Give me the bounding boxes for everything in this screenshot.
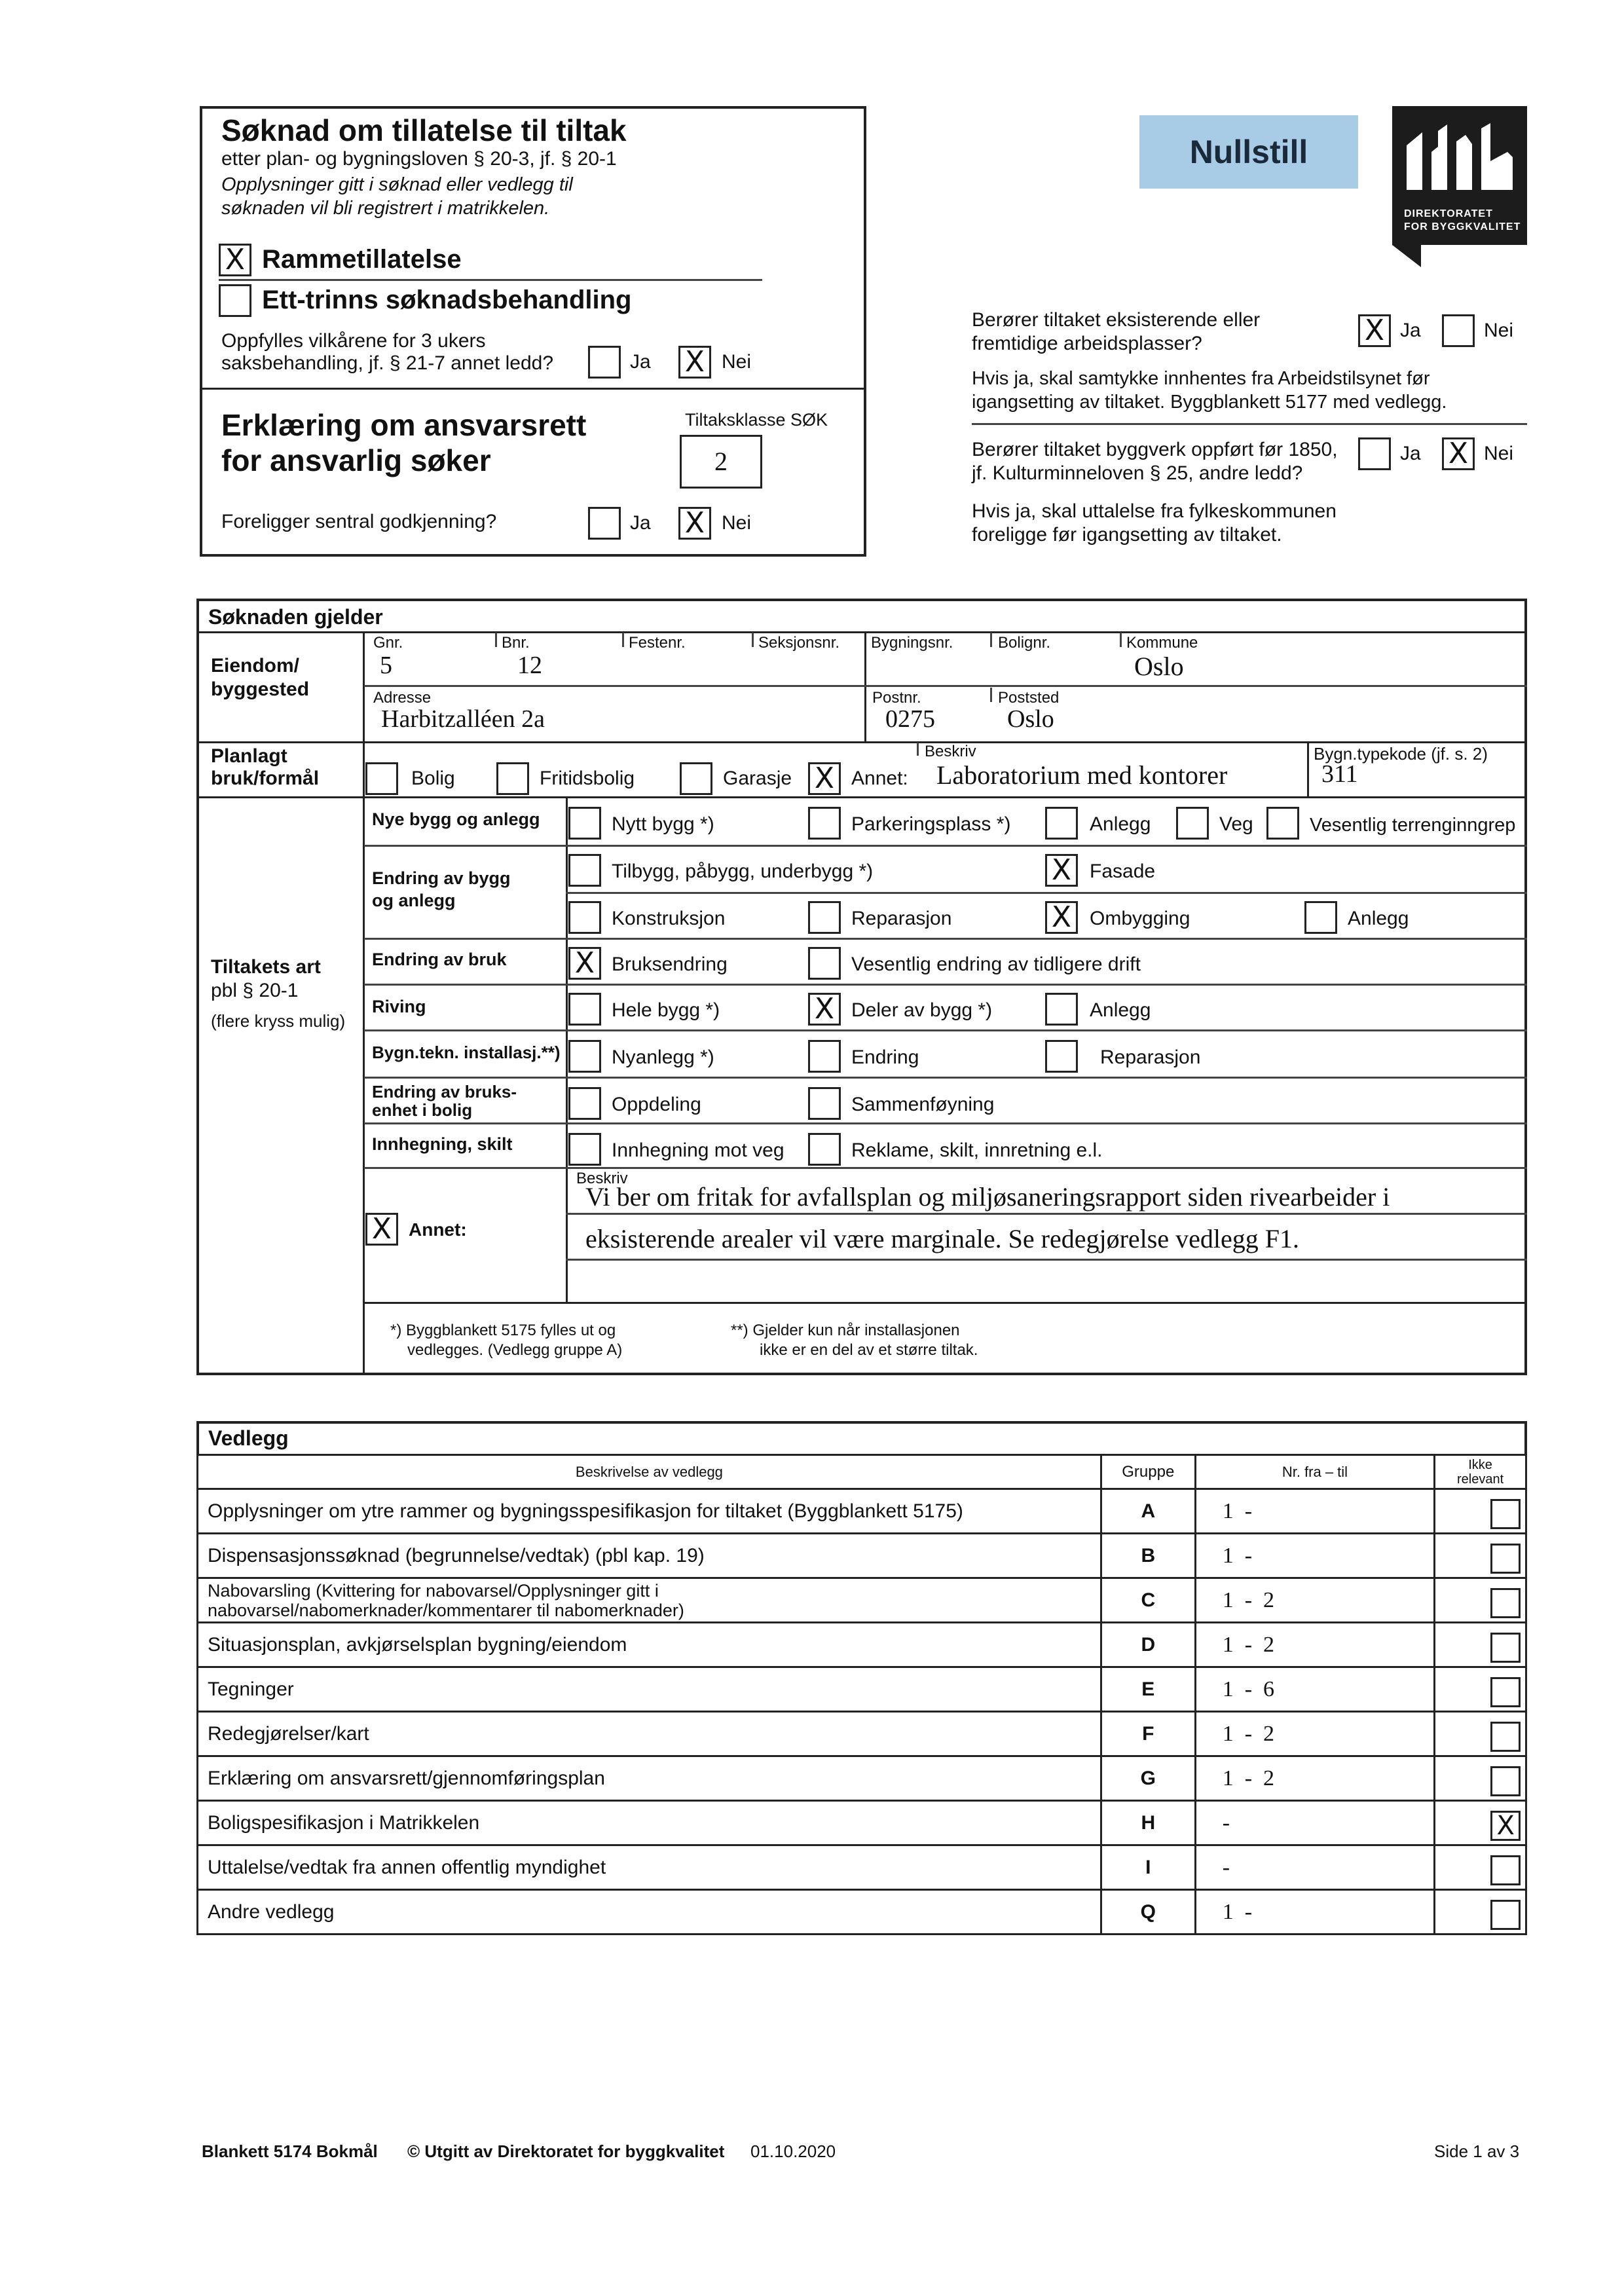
vedlegg-nr-range[interactable]: 1 - 2 <box>1195 1756 1434 1801</box>
ikke-relevant-checkbox[interactable] <box>1490 1588 1521 1618</box>
vedlegg-group: D <box>1101 1623 1195 1667</box>
divider <box>622 633 624 647</box>
sentral-nei-label: Nei <box>722 512 752 534</box>
bygningstype-label: Bygn.typekode (jf. s. 2) <box>1314 744 1488 764</box>
vedlegg-ikke-relevant-cell <box>1435 1756 1526 1801</box>
workplaces-info-1: Hvis ja, skal samtykke innhentes fra Arbeidstilsynet før <box>972 368 1430 389</box>
three-weeks-question-1: Oppfylles vilkårene for 3 ukers <box>221 330 486 352</box>
garasje-checkbox[interactable] <box>680 762 712 795</box>
heritage-info-2: foreligge før igangsetting av tiltaket. <box>972 524 1282 546</box>
heritage-ja-label: Ja <box>1400 443 1421 464</box>
vedlegg-group: F <box>1101 1712 1195 1756</box>
bolig-label: Bolig <box>411 768 455 789</box>
vedlegg-desc-line-1: Nabovarsling (Kvittering for nabovarsel/Opplysninger gitt i <box>208 1580 659 1601</box>
divider <box>566 1213 1527 1215</box>
matrikkel-note-2: søknaden vil bli registrert i matrikkelen. <box>221 198 550 219</box>
footnote-2a: **) Gjelder kun når installasjonen <box>731 1322 960 1339</box>
ikke-relevant-checkbox[interactable] <box>1490 1766 1521 1796</box>
hele-bygg-checkbox[interactable] <box>568 993 601 1026</box>
divider <box>364 1077 1527 1079</box>
divider <box>364 938 1527 940</box>
logo-tab <box>1392 245 1421 267</box>
vedlegg-desc: Dispensasjonssøknad (begrunnelse/vedtak) (pbl kap. 19) <box>198 1534 1101 1578</box>
vedlegg-group: H <box>1101 1801 1195 1845</box>
bruksendring-checkbox[interactable]: X <box>568 947 601 980</box>
hele-bygg-label: Hele bygg *) <box>612 999 720 1021</box>
heritage-ja-checkbox[interactable] <box>1358 437 1391 470</box>
poststed-label: Poststed <box>998 689 1060 707</box>
poststed-field[interactable]: Oslo <box>1007 705 1054 733</box>
tilbygg-checkbox[interactable] <box>568 854 601 887</box>
vedlegg-group: G <box>1101 1756 1195 1801</box>
vedlegg-ikke-relevant-cell <box>1435 1845 1526 1890</box>
reparasjon-checkbox[interactable] <box>808 901 841 934</box>
divider <box>495 633 497 647</box>
divider <box>990 633 992 647</box>
nye-bygg-label: Nye bygg og anlegg <box>372 809 540 829</box>
heritage-nei-checkbox[interactable]: X <box>1442 437 1475 470</box>
vedlegg-desc-line-2: nabovarsel/nabomerknader/kommentarer til nabomerknader) <box>208 1600 684 1620</box>
divider <box>917 743 919 756</box>
vedlegg-nr-range[interactable]: 1 - <box>1195 1489 1434 1534</box>
reparasjon-installasjon-checkbox[interactable] <box>1045 1040 1078 1073</box>
garasje-label: Garasje <box>723 768 792 789</box>
vedlegg-desc: Erklæring om ansvarsrett/gjennomføringsplan <box>198 1756 1101 1801</box>
vedlegg-ikke-relevant-cell <box>1435 1534 1526 1578</box>
sentral-godkjenning-question: Foreligger sentral godkjenning? <box>221 511 497 532</box>
vedlegg-row <box>198 1534 1526 1578</box>
fasade-checkbox[interactable]: X <box>1045 854 1078 887</box>
three-weeks-nei-checkbox[interactable]: X <box>678 346 711 379</box>
vedlegg-desc <box>198 1578 1101 1623</box>
soknaden-title: Søknaden gjelder <box>208 605 383 629</box>
form-subtitle: etter plan- og bygningsloven § 20-3, jf. § 20-1 <box>221 148 617 170</box>
gnr-field[interactable]: 5 <box>380 652 392 679</box>
nyanlegg-label: Nyanlegg *) <box>612 1046 714 1068</box>
endring-bygg-label-1: Endring av bygg <box>372 868 511 888</box>
vedlegg-row <box>198 1578 1526 1623</box>
vedlegg-nr-range[interactable]: 1 - 2 <box>1195 1578 1434 1623</box>
tiltakets-art-label: Tiltakets art <box>211 956 321 978</box>
workplaces-ja-checkbox[interactable]: X <box>1358 314 1391 347</box>
annet-bruk-checkbox[interactable]: X <box>808 762 841 795</box>
dibk-logo <box>1392 106 1527 245</box>
parkeringsplass-label: Parkeringsplass *) <box>851 813 1011 835</box>
divider <box>196 631 1527 633</box>
form-title: Søknad om tillatelse til tiltak <box>221 113 627 147</box>
seksjonsnr-label: Seksjonsnr. <box>758 634 840 652</box>
bruksenhet-label-2: enhet i bolig <box>372 1100 473 1120</box>
vedlegg-row <box>198 1667 1526 1712</box>
divider <box>864 631 866 743</box>
workplaces-info-2: igangsetting av tiltaket. Byggblankett 5177 med vedlegg. <box>972 392 1447 413</box>
sentral-ja-checkbox[interactable] <box>588 507 621 540</box>
postnr-label: Postnr. <box>872 689 921 707</box>
divider <box>364 1167 1527 1169</box>
bygningsnr-label: Bygningsnr. <box>871 634 953 652</box>
veg-label: Veg <box>1219 813 1253 835</box>
sentral-ja-label: Ja <box>630 512 651 534</box>
col-desc-header: Beskrivelse av vedlegg <box>198 1455 1101 1489</box>
vedlegg-row <box>198 1845 1526 1890</box>
vedlegg-group: Q <box>1101 1890 1195 1935</box>
anlegg-new-checkbox[interactable] <box>1045 807 1078 840</box>
vedlegg-group: A <box>1101 1489 1195 1534</box>
terrenginngrep-label: Vesentlig terrenginngrep <box>1310 815 1516 836</box>
vedlegg-ikke-relevant-cell <box>1435 1489 1526 1534</box>
ikke-relevant-checkbox[interactable] <box>1490 1900 1521 1930</box>
fritidsbolig-label: Fritidsbolig <box>540 768 635 789</box>
anlegg-riving-label: Anlegg <box>1090 999 1151 1021</box>
bolignr-label: Bolignr. <box>998 634 1051 652</box>
divider <box>364 1302 1527 1304</box>
divider <box>364 984 1527 986</box>
heritage-question-1: Berører tiltaket byggverk oppført før 1850, <box>972 439 1338 460</box>
nyanlegg-checkbox[interactable] <box>568 1040 601 1073</box>
bruksenhet-label-1: Endring av bruks- <box>372 1082 517 1102</box>
annet-bruk-field[interactable]: Laboratorium med kontorer <box>936 760 1228 790</box>
vedlegg-desc: Tegninger <box>198 1667 1101 1712</box>
vesentlig-endring-checkbox[interactable] <box>808 947 841 980</box>
bnr-label: Bnr. <box>502 634 530 652</box>
divider <box>364 1122 1527 1124</box>
divider <box>1307 741 1309 798</box>
col-nr-header: Nr. fra – til <box>1195 1455 1434 1489</box>
kommune-label: Kommune <box>1126 634 1198 652</box>
vedlegg-nr-range[interactable]: - <box>1195 1801 1434 1845</box>
installasjon-label: Bygn.tekn. installasj.**) <box>372 1043 561 1062</box>
vedlegg-group: E <box>1101 1667 1195 1712</box>
divider <box>1120 633 1122 647</box>
vedlegg-ikke-relevant-cell <box>1435 1578 1526 1623</box>
anlegg-riving-checkbox[interactable] <box>1045 993 1078 1026</box>
bygningstype-field[interactable]: 311 <box>1321 760 1358 788</box>
parkeringsplass-checkbox[interactable] <box>808 807 841 840</box>
workplaces-nei-label: Nei <box>1484 320 1514 341</box>
tiltaksklasse-label: Tiltaksklasse SØK <box>685 410 828 430</box>
konstruksjon-checkbox[interactable] <box>568 901 601 934</box>
annet-bruk-label: Annet: <box>851 768 908 789</box>
annet-beskriv-label: Beskriv <box>576 1170 628 1187</box>
footnote-1a: *) Byggblankett 5175 fylles ut og <box>390 1322 616 1339</box>
ikke-relevant-checkbox[interactable] <box>1490 1677 1521 1707</box>
ikke-relevant-checkbox[interactable]: X <box>1490 1811 1521 1841</box>
fritidsbolig-checkbox[interactable] <box>496 762 529 795</box>
col-ikke-header <box>1435 1455 1526 1489</box>
vedlegg-desc: Uttalelse/vedtak fra annen offentlig myndighet <box>198 1845 1101 1890</box>
rammetillatelse-checkbox[interactable]: X <box>219 244 251 276</box>
workplaces-question-2: fremtidige arbeidsplasser? <box>972 333 1202 354</box>
reparasjon-label: Reparasjon <box>851 908 952 929</box>
endring-installasjon-checkbox[interactable] <box>808 1040 841 1073</box>
vedlegg-nr-range[interactable]: 1 - <box>1195 1534 1434 1578</box>
vedlegg-row <box>198 1712 1526 1756</box>
konstruksjon-label: Konstruksjon <box>612 908 726 929</box>
heritage-question-2: jf. Kulturminneloven § 25, andre ledd? <box>972 462 1303 484</box>
ombygging-checkbox[interactable]: X <box>1045 901 1078 934</box>
divider <box>566 892 1527 894</box>
three-weeks-question-2: saksbehandling, jf. § 21-7 annet ledd? <box>221 352 554 374</box>
annet-tiltak-label: Annet: <box>409 1219 467 1240</box>
vedlegg-nr-range[interactable]: 1 - 6 <box>1195 1667 1434 1712</box>
footer-date: 01.10.2020 <box>750 2141 836 2161</box>
vedlegg-desc: Situasjonsplan, avkjørselsplan bygning/eiendom <box>198 1623 1101 1667</box>
divider <box>364 685 1527 687</box>
endring-installasjon-label: Endring <box>851 1046 919 1068</box>
vedlegg-row <box>198 1890 1526 1935</box>
erklaering-title-2: for ansvarlig søker <box>221 443 491 477</box>
vedlegg-group: I <box>1101 1845 1195 1890</box>
col-group-header: Gruppe <box>1101 1455 1195 1489</box>
vedlegg-title: Vedlegg <box>208 1426 289 1450</box>
vedlegg-ikke-relevant-cell <box>1435 1890 1526 1935</box>
ikke-relevant-checkbox[interactable] <box>1490 1855 1521 1885</box>
ikke-relevant-checkbox[interactable] <box>1490 1544 1521 1574</box>
logo-text-1: DIREKTORATET <box>1404 208 1493 219</box>
vedlegg-desc: Boligspesifikasjon i Matrikkelen <box>198 1801 1101 1845</box>
oppdeling-label: Oppdeling <box>612 1094 701 1115</box>
oppdeling-checkbox[interactable] <box>568 1087 601 1120</box>
heritage-info-1: Hvis ja, skal uttalelse fra fylkeskommunen <box>972 500 1337 522</box>
divider <box>752 633 754 647</box>
planlagt-label-2: bruk/formål <box>211 768 320 789</box>
vedlegg-row <box>198 1489 1526 1534</box>
reklame-label: Reklame, skilt, innretning e.l. <box>851 1139 1103 1161</box>
vedlegg-nr-range[interactable]: 1 - 2 <box>1195 1623 1434 1667</box>
bruksendring-label: Bruksendring <box>612 954 728 975</box>
eiendom-label-2: byggested <box>211 678 310 700</box>
reparasjon-installasjon-label: Reparasjon <box>1100 1046 1201 1068</box>
footer-form-id: Blankett 5174 Bokmål <box>202 2141 378 2161</box>
ikke-relevant-checkbox[interactable] <box>1490 1499 1521 1529</box>
vedlegg-ikke-relevant-cell <box>1435 1623 1526 1667</box>
innhegning-mot-veg-checkbox[interactable] <box>568 1133 601 1166</box>
matrikkel-note-1: Opplysninger gitt i søknad eller vedlegg til <box>221 174 573 195</box>
divider <box>566 1259 1527 1261</box>
divider <box>196 741 1527 743</box>
divider <box>200 388 866 390</box>
festenr-label: Festenr. <box>629 634 686 652</box>
vedlegg-nr-range[interactable]: 1 - <box>1195 1890 1434 1935</box>
nytt-bygg-checkbox[interactable] <box>568 807 601 840</box>
tiltakets-art-note: (flere kryss mulig) <box>211 1011 346 1031</box>
vedlegg-title-bar <box>196 1421 1527 1455</box>
nytt-bygg-label: Nytt bygg *) <box>612 813 714 835</box>
riving-label: Riving <box>372 997 426 1016</box>
three-weeks-nei-label: Nei <box>722 351 752 373</box>
ett-trinns-label: Ett-trinns søknadsbehandling <box>262 286 632 314</box>
ombygging-label: Ombygging <box>1090 908 1190 929</box>
ikke-relevant-checkbox[interactable] <box>1490 1722 1521 1752</box>
eiendom-label-1: Eiendom/ <box>211 655 300 676</box>
innhegning-label: Innhegning, skilt <box>372 1134 513 1154</box>
annet-beskriv-line-1[interactable]: Vi ber om fritak for avfallsplan og miljøsaneringsrapport siden rivearbeider i <box>585 1182 1390 1212</box>
vedlegg-nr-range[interactable]: 1 - 2 <box>1195 1712 1434 1756</box>
heritage-nei-label: Nei <box>1484 443 1514 464</box>
fasade-label: Fasade <box>1090 861 1156 882</box>
vedlegg-table <box>196 1454 1527 1935</box>
ett-trinns-checkbox[interactable] <box>219 284 251 317</box>
anlegg-endring-checkbox[interactable] <box>1304 901 1337 934</box>
veg-checkbox[interactable] <box>1176 807 1209 840</box>
workplaces-nei-checkbox[interactable] <box>1442 314 1475 347</box>
footer-publisher: © Utgitt av Direktoratet for byggkvalitet <box>407 2141 725 2161</box>
divider <box>990 688 992 702</box>
footnote-2b: ikke er en del av et større tiltak. <box>760 1341 978 1359</box>
anlegg-endring-label: Anlegg <box>1348 908 1409 929</box>
innhegning-mot-veg-label: Innhegning mot veg <box>612 1139 784 1161</box>
dibk-logo-icon <box>1392 106 1527 204</box>
deler-av-bygg-checkbox[interactable]: X <box>808 993 841 1026</box>
vedlegg-row <box>198 1623 1526 1667</box>
endring-bruk-label: Endring av bruk <box>372 950 507 969</box>
gnr-label: Gnr. <box>373 634 403 652</box>
col-ikke-header-1: Ikke <box>1468 1457 1492 1472</box>
vedlegg-group: B <box>1101 1534 1195 1578</box>
ikke-relevant-checkbox[interactable] <box>1490 1633 1521 1663</box>
deler-av-bygg-label: Deler av bygg *) <box>851 999 993 1021</box>
sammenfoyning-label: Sammenføyning <box>851 1094 995 1115</box>
reklame-checkbox[interactable] <box>808 1133 841 1166</box>
reset-button[interactable]: Nullstill <box>1139 115 1358 189</box>
vedlegg-desc: Opplysninger om ytre rammer og bygningsspesifikasjon for tiltaket (Byggblankett 5175) <box>198 1489 1101 1534</box>
divider <box>972 423 1527 425</box>
divider <box>566 796 568 1302</box>
footnote-1b: vedlegges. (Vedlegg gruppe A) <box>407 1341 623 1359</box>
terrenginngrep-checkbox[interactable] <box>1266 807 1299 840</box>
endring-bygg-label-2: og anlegg <box>372 891 456 910</box>
kommune-field[interactable]: Oslo <box>1134 652 1184 681</box>
vedlegg-ikke-relevant-cell <box>1435 1801 1526 1845</box>
annet-beskriv-line-2[interactable]: eksisterende arealer vil være marginale. Se redegjørelse vedlegg F1. <box>585 1224 1299 1253</box>
three-weeks-ja-checkbox[interactable] <box>588 346 621 379</box>
vedlegg-desc: Andre vedlegg <box>198 1890 1101 1935</box>
sammenfoyning-checkbox[interactable] <box>808 1087 841 1120</box>
vedlegg-row <box>198 1756 1526 1801</box>
divider <box>364 1029 1527 1031</box>
tiltaksklasse-field[interactable]: 2 <box>680 435 762 489</box>
three-weeks-ja-label: Ja <box>630 351 651 373</box>
vedlegg-group: C <box>1101 1578 1195 1623</box>
sentral-nei-checkbox[interactable]: X <box>678 507 711 540</box>
workplaces-ja-label: Ja <box>1400 320 1421 341</box>
postnr-field[interactable]: 0275 <box>885 705 935 733</box>
workplaces-question-1: Berører tiltaket eksisterende eller <box>972 309 1261 331</box>
adresse-field[interactable]: Harbitzalléen 2a <box>381 705 545 733</box>
divider <box>364 845 1527 847</box>
vedlegg-row <box>198 1801 1526 1845</box>
vedlegg-nr-range[interactable]: - <box>1195 1845 1434 1890</box>
divider <box>219 279 762 281</box>
divider <box>196 796 1527 798</box>
erklaering-title-1: Erklæring om ansvarsrett <box>221 408 587 442</box>
bolig-checkbox[interactable] <box>365 762 398 795</box>
vesentlig-endring-label: Vesentlig endring av tidligere drift <box>851 954 1141 975</box>
tilbygg-label: Tilbygg, påbygg, underbygg *) <box>612 861 874 882</box>
footer-page: Side 1 av 3 <box>1434 2141 1520 2161</box>
tiltakets-art-pbl: pbl § 20-1 <box>211 980 299 1001</box>
planlagt-label-1: Planlagt <box>211 745 287 767</box>
adresse-label: Adresse <box>373 689 432 707</box>
vedlegg-ikke-relevant-cell <box>1435 1712 1526 1756</box>
bnr-field[interactable]: 12 <box>517 652 542 679</box>
rammetillatelse-label: Rammetillatelse <box>262 245 462 274</box>
logo-text-2: FOR BYGGKVALITET <box>1404 221 1521 232</box>
col-ikke-header-2: relevant <box>1456 1472 1504 1487</box>
beskriv-label: Beskriv <box>925 743 976 760</box>
anlegg-new-label: Anlegg <box>1090 813 1151 835</box>
vedlegg-desc: Redegjørelser/kart <box>198 1712 1101 1756</box>
vedlegg-ikke-relevant-cell <box>1435 1667 1526 1712</box>
annet-tiltak-checkbox[interactable]: X <box>365 1213 398 1246</box>
